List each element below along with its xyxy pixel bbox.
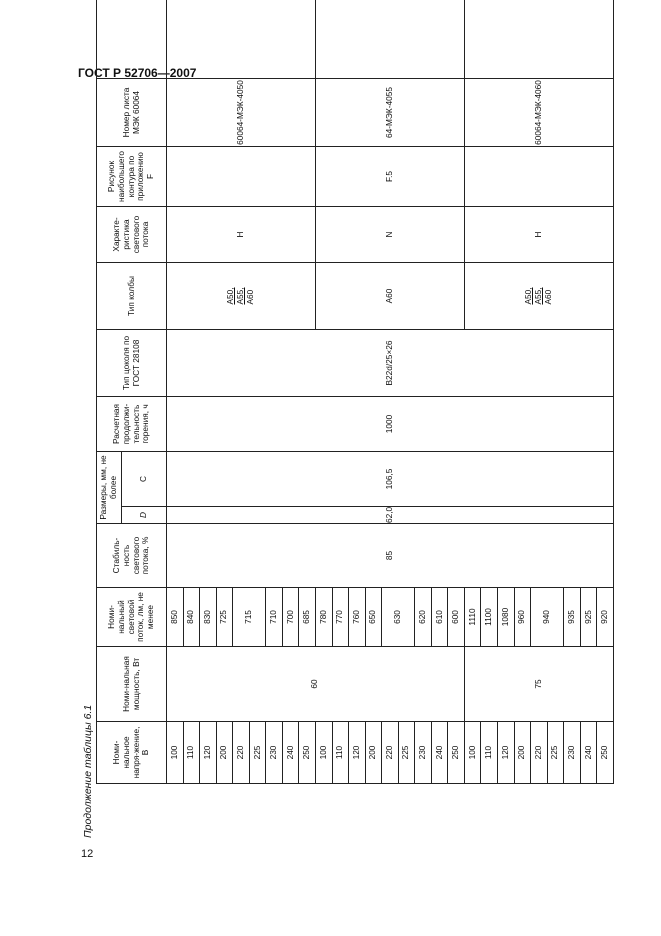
header-sheet: Номер листа МЭК 60064 <box>97 79 167 147</box>
bulb-type: А60 <box>383 288 394 304</box>
header-dim-d <box>121 507 166 524</box>
voltage-cell: 120 <box>349 722 366 784</box>
header-drawing: Рисунок наибольшего контура по приложению F <box>97 147 167 207</box>
header-dimensions: Размеры, мм, не более <box>97 452 122 524</box>
header-dim-c: C <box>121 452 166 507</box>
drawing-cell <box>167 147 316 207</box>
header-flux-char: Характе-ристика светового потока <box>97 207 167 263</box>
flux-cell: 940 <box>531 588 564 647</box>
bulb-type: А50, <box>225 287 236 305</box>
flux-cell: 715 <box>233 588 266 647</box>
voltage-cell: 225 <box>398 722 415 784</box>
stability-cell: 85 <box>167 524 614 588</box>
bulb-list <box>524 287 554 304</box>
flux-cell: 710 <box>266 588 283 647</box>
sheet-cell: 60064-МЭК-4060 <box>464 79 613 147</box>
flux-cell: 780 <box>315 588 332 647</box>
voltage-cell: 120 <box>497 722 514 784</box>
voltage-cell: 100 <box>315 722 332 784</box>
voltage-cell: 110 <box>183 722 200 784</box>
empty-cell <box>315 0 464 79</box>
document-header: ГОСТ Р 52706—2007 <box>78 66 197 80</box>
flux-cell: 830 <box>200 588 217 647</box>
flux-cell: 935 <box>564 588 581 647</box>
flux-cell: 630 <box>382 588 415 647</box>
lamp-parameters-table <box>96 0 614 784</box>
dim-d-label: D <box>137 512 148 518</box>
flux-cell: 1080 <box>497 588 514 647</box>
header-power: Номи-нальная мощность, Вт <box>97 647 167 722</box>
flux-cell: 850 <box>167 588 184 647</box>
voltage-cell: 230 <box>415 722 432 784</box>
dim-d-cell: 62,0 <box>167 507 614 524</box>
flux-cell: 840 <box>183 588 200 647</box>
flux-cell: 920 <box>597 588 614 647</box>
bulb-type: А60 <box>244 289 255 305</box>
bulb-type: А55, <box>235 287 246 305</box>
drawing-cell: F.5 <box>315 147 464 207</box>
voltage-cell: 230 <box>564 722 581 784</box>
flux-cell: 650 <box>365 588 382 647</box>
flux-cell: 960 <box>514 588 531 647</box>
voltage-cell: 225 <box>249 722 266 784</box>
header-row <box>97 0 122 784</box>
voltage-cell: 200 <box>365 722 382 784</box>
table-row <box>167 0 184 784</box>
flux-cell: 1110 <box>464 588 481 647</box>
empty-cell <box>167 0 316 79</box>
bulb-list <box>385 289 395 304</box>
voltage-cell: 120 <box>200 722 217 784</box>
flux-cell: 700 <box>282 588 299 647</box>
bulb-cell <box>167 263 316 330</box>
header-stability: Стабиль-ность светового потока, % <box>97 524 167 588</box>
header-flux: Номи-нальный световой поток, лм, не менее <box>97 588 167 647</box>
flux-cell: 925 <box>580 588 597 647</box>
bulb-type: А55, <box>532 287 543 305</box>
voltage-cell: 250 <box>299 722 316 784</box>
voltage-cell: 250 <box>448 722 465 784</box>
voltage-cell: 110 <box>481 722 498 784</box>
table-body <box>97 0 614 784</box>
flux-char-cell: H <box>167 207 316 263</box>
life-cell: 1000 <box>167 397 614 452</box>
voltage-cell: 220 <box>382 722 399 784</box>
header-voltage: Номи-нальное напря-жение, В <box>97 722 167 784</box>
voltage-cell: 200 <box>514 722 531 784</box>
bulb-cell <box>315 263 464 330</box>
voltage-cell: 240 <box>431 722 448 784</box>
power-cell: 60 <box>167 647 465 722</box>
header-bulb: Тип колбы <box>97 263 167 330</box>
voltage-cell: 220 <box>531 722 548 784</box>
flux-cell: 725 <box>216 588 233 647</box>
header-empty <box>97 0 167 79</box>
flux-cell: 1100 <box>481 588 498 647</box>
sheet-cell: 64-МЭК-4055 <box>315 79 464 147</box>
flux-cell: 610 <box>431 588 448 647</box>
voltage-cell: 110 <box>332 722 349 784</box>
flux-cell: 770 <box>332 588 349 647</box>
bulb-type: А50, <box>523 287 533 305</box>
flux-cell: 685 <box>299 588 316 647</box>
voltage-cell: 100 <box>464 722 481 784</box>
flux-cell: 600 <box>448 588 465 647</box>
sheet-cell: 60064-МЭК-4050 <box>167 79 316 147</box>
header-life: Расчетная продолжи-тельность горения, ч <box>97 397 167 452</box>
power-cell: 75 <box>464 647 613 722</box>
bulb-type: А60 <box>542 289 553 305</box>
voltage-cell: 225 <box>547 722 564 784</box>
base-cell: B22d/25×26 <box>167 330 614 397</box>
page-number: 12 <box>81 848 94 860</box>
table-caption: Продолжение таблицы 6.1 <box>82 704 94 838</box>
flux-cell: 620 <box>415 588 432 647</box>
header-base: Тип цоколя по ГОСТ 28108 <box>97 330 167 397</box>
voltage-cell: 240 <box>580 722 597 784</box>
voltage-cell: 240 <box>282 722 299 784</box>
voltage-cell: 200 <box>216 722 233 784</box>
dim-c-cell: 106,5 <box>167 452 614 507</box>
empty-cell <box>464 0 613 79</box>
voltage-cell: 250 <box>597 722 614 784</box>
flux-char-cell: H <box>464 207 613 263</box>
voltage-cell: 220 <box>233 722 250 784</box>
rotated-table-container <box>96 80 614 784</box>
bulb-list <box>226 287 256 304</box>
bulb-cell <box>464 263 613 330</box>
drawing-cell <box>464 147 613 207</box>
voltage-cell: 230 <box>266 722 283 784</box>
flux-char-cell: N <box>315 207 464 263</box>
voltage-cell: 100 <box>167 722 184 784</box>
flux-cell: 760 <box>349 588 366 647</box>
